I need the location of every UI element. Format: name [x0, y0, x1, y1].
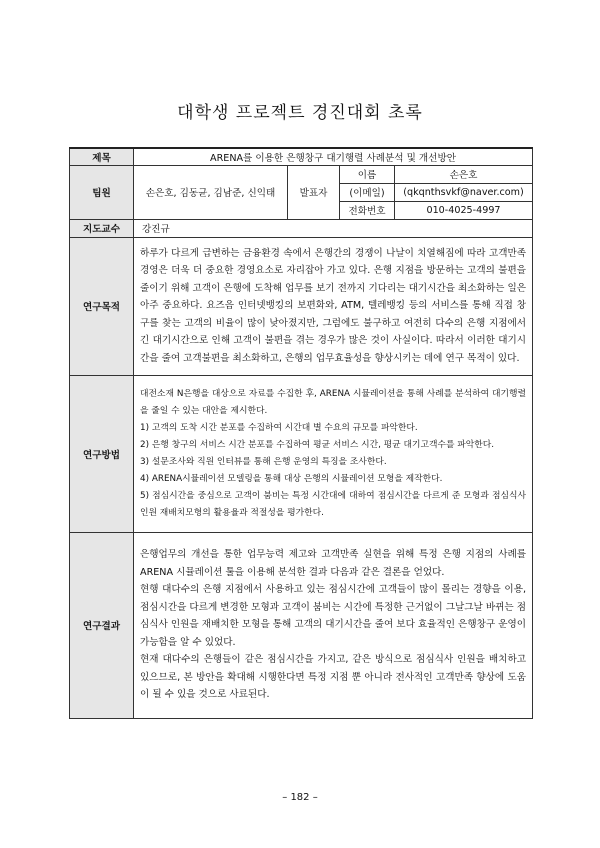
advisor-value: 강진규: [134, 219, 533, 237]
advisor-row: [70, 219, 533, 237]
method-step: 2) 은행 창구의 서비스 시간 분포를 수집하여 평균 서비스 시간, 평균 대기고객수를 파악한다.: [140, 439, 495, 450]
team-label: 팀원: [70, 165, 134, 219]
method-cell: [134, 375, 533, 532]
result-cell: [134, 532, 533, 718]
result-row: [70, 532, 533, 718]
result-label: 연구결과: [70, 532, 134, 718]
subject-label: 제목: [70, 148, 134, 165]
team-members: 손은호, 김동균, 김남준, 신익태: [134, 165, 288, 219]
method-step: 4) ARENA시뮬레이션 모델링을 통해 대상 은행의 시뮬레이션 모형을 제작한다.: [140, 473, 443, 484]
abstract-form-table: [69, 147, 533, 719]
result-paragraph: 은행업무의 개선을 통한 업무능력 제고와 고객만족 실현을 위해 특정 은행 지점의 사례를 ARENA 시뮬레이션 툴을 이용해 분석한 결과 다음과 같은 결론을 얻었다.: [140, 549, 527, 578]
subject-value: ARENA를 이용한 은행창구 대기행렬 사례분석 및 개선방안: [134, 148, 533, 165]
result-text: [134, 544, 532, 706]
method-row: [70, 375, 533, 532]
presenter-phone: 010-4025-4997: [395, 201, 533, 219]
email-label: (이메일): [340, 183, 395, 201]
purpose-row: [70, 237, 533, 375]
result-paragraph: 현행 대다수의 은행 지점에서 사용하고 있는 점심시간에 고객들이 많이 몰리는 경향을 이용, 점심시간을 다르게 변경한 모형과 고객이 붐비는 시간에 특정한 근거없이 그날그날 바뀌는 점심식사 인원을 재배치한 모형을 통해 고객의 대기시간을 줄여 보다 효율적인 은행창구 운영이 가능함을 알 수 있었다.: [140, 584, 527, 648]
method-label: 연구방법: [70, 375, 134, 532]
subject-row: [70, 148, 533, 165]
purpose-text: 하루가 다르게 급변하는 금융환경 속에서 은행간의 경쟁이 나날이 치열해짐에 따라 고객만족 경영은 더욱 더 중요한 경영요소로 자리잡아 가고 있다. 은행 지점을 방문하는 고객의 불편을 줄이기 위해 고객이 은행에 도착해 업무를 보기 전까지 기다리는 대기시간을 최소화하는 일은 아주 중요하다. 요즈음 인터넷뱅킹의 보편화와, ATM, 텔레뱅킹 등의 서비스를 통해 직접 창구를 찾는 고객의 비율이 많이 낮아졌지만, 그럼에도 불구하고 여전히 다수의 은행 지점에서 긴 대기시간으로 인해 고객이 불편을 겪는 경우가 많은 것이 사실이다. 따라서 이러한 대기시간을 줄여 고객불편을 최소화하고, 은행의 업무효율성을 향상시키는 데에 연구 목적이 있다.: [140, 247, 527, 364]
result-paragraph: 현재 대다수의 은행들이 같은 점심시간을 가지고, 같은 방식으로 점심식사 인원을 배치하고 있으므로, 본 방안을 확대해 시행한다면 특정 지점 뿐 아니라 전사적인 고객만족 향상에 도움이 될 수 있을 것으로 사료된다.: [140, 654, 527, 701]
phone-label: 전화번호: [340, 201, 395, 219]
method-step: 3) 설문조사와 직원 인터뷰를 통해 은행 운영의 특징을 조사한다.: [140, 456, 387, 467]
purpose-cell: [134, 237, 533, 375]
method-list: [134, 380, 532, 528]
page-number: – 182 –: [282, 792, 318, 803]
method-intro: 대전소재 N은행을 대상으로 자료를 수집한 후, ARENA 시뮬레이션을 통해 사례를 분석하여 대기행렬을 줄일 수 있는 대안을 제시한다.: [140, 388, 527, 416]
presenter-name: 손은호: [395, 165, 533, 183]
method-step: 5) 점심시간을 중심으로 고객이 붐비는 특정 시간대에 대하여 점심시간을 다르게 준 모형과 점심식사 인원 재배치모형의 활용율과 적절성을 평가한다.: [140, 490, 527, 518]
presenter-email: (qkqnthsvkf@naver.com): [395, 183, 533, 201]
page-title: 대학생 프로젝트 경진대회 초록: [177, 103, 423, 123]
team-row: [70, 165, 533, 183]
method-step: 1) 고객의 도착 시간 분포를 수집하여 시간대 별 수요의 규모를 파악한다.: [140, 422, 418, 433]
advisor-label: 지도교수: [70, 219, 134, 237]
name-label: 이름: [340, 165, 395, 183]
purpose-label: 연구목적: [70, 237, 134, 375]
presenter-label: 발표자: [288, 165, 340, 219]
